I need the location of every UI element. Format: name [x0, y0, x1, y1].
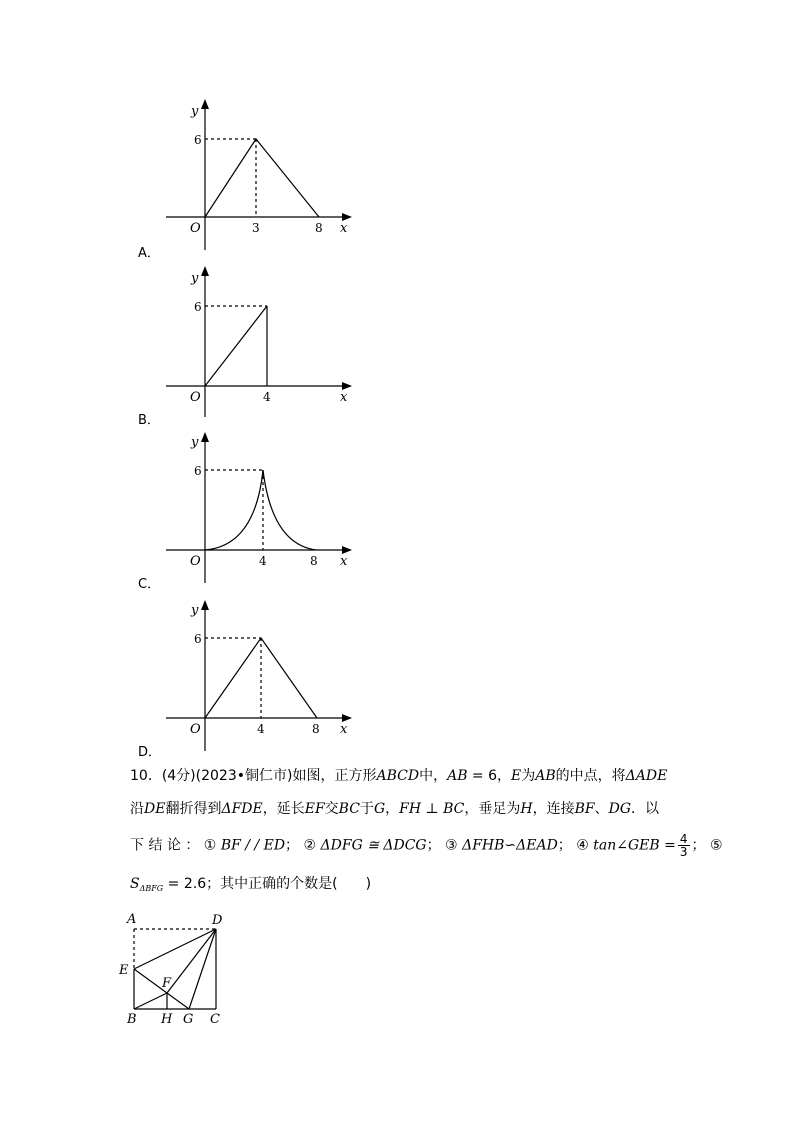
- math-bc: BC: [338, 801, 360, 817]
- origin-label: O: [190, 722, 201, 737]
- segment-ed: [134, 929, 216, 969]
- conclusion-2: ΔDFG ≅ ΔDCG: [320, 837, 427, 854]
- text: 沿: [130, 801, 144, 817]
- y-tick-6: 6: [194, 464, 202, 478]
- y-label: y: [191, 603, 199, 618]
- text: ，垂足为: [464, 801, 521, 817]
- math-dg: DG: [608, 801, 632, 817]
- x-arrow: [342, 714, 352, 722]
- text: 下 结 论 ： ①: [130, 837, 217, 854]
- math-fh-perp-bc: FH ⊥ BC: [399, 801, 465, 817]
- option-a-label[interactable]: A．: [138, 246, 160, 261]
- question-number-source: 10．(4分)(2023•铜仁市)如图，正方形: [130, 768, 377, 784]
- math-triangle-fde: ΔFDE: [221, 801, 263, 817]
- text: ，: [497, 768, 512, 784]
- y-label: y: [191, 435, 199, 450]
- text: 翻折得到: [165, 801, 222, 817]
- segment-bf: [134, 993, 167, 1009]
- x-tick-peak: 4: [257, 722, 265, 736]
- fraction-four-thirds: [678, 833, 690, 858]
- graph-option-a: [160, 95, 360, 255]
- point-b-label: B: [127, 1012, 137, 1027]
- origin-label: O: [190, 221, 201, 236]
- text: ； ②: [285, 837, 317, 854]
- graph-option-b: [160, 262, 360, 422]
- math-g: G: [373, 801, 386, 817]
- option-c-label[interactable]: C．: [138, 577, 161, 592]
- origin-label: O: [190, 390, 201, 405]
- question-line-3: [130, 833, 723, 858]
- text: 、: [594, 801, 609, 817]
- fraction-denominator: 3: [679, 845, 688, 859]
- conclusion-1: BF / / ED: [220, 837, 286, 854]
- math-eq: = 6: [467, 768, 498, 784]
- y-label: y: [191, 271, 199, 286]
- x-label: x: [340, 221, 348, 236]
- text: ．以: [631, 801, 660, 817]
- math-area-s: S: [130, 876, 140, 892]
- y-arrow: [201, 99, 209, 109]
- question-line-4: [130, 874, 371, 899]
- function-curve: [205, 139, 319, 217]
- text: 为: [521, 768, 536, 784]
- y-tick-6: 6: [194, 300, 202, 314]
- x-tick-end: 8: [312, 722, 320, 736]
- text: ； ③: [426, 837, 458, 854]
- curve-left: [205, 470, 263, 550]
- question-prompt: ；其中正确的个数是( ): [206, 876, 372, 892]
- conclusion-4: tan∠GEB =: [593, 837, 676, 854]
- x-arrow: [342, 546, 352, 554]
- math-h: H: [520, 801, 533, 817]
- y-arrow: [201, 432, 209, 442]
- question-line-2: [130, 799, 659, 819]
- text: ，连接: [532, 801, 575, 817]
- x-arrow: [342, 213, 352, 221]
- text: ； ⑤: [691, 837, 723, 854]
- point-c-label: C: [210, 1012, 220, 1027]
- option-d-label[interactable]: D．: [138, 745, 162, 760]
- y-label: y: [191, 104, 199, 119]
- text: 的中点，将: [555, 768, 626, 784]
- math-square: ABCD: [376, 768, 420, 784]
- x-tick-peak: 3: [252, 221, 260, 235]
- math-e: E: [511, 768, 522, 784]
- segment-gd: [189, 929, 216, 1009]
- text: 中，: [419, 768, 448, 784]
- text: ，延长: [262, 801, 305, 817]
- y-arrow: [201, 266, 209, 276]
- x-arrow: [342, 382, 352, 390]
- point-d-label: D: [212, 913, 223, 928]
- point-a-label: A: [127, 912, 137, 927]
- point-h-label: H: [161, 1012, 173, 1027]
- option-b-label[interactable]: B．: [138, 413, 160, 428]
- question-line-1: [130, 766, 667, 786]
- x-label: x: [340, 390, 348, 405]
- x-label: x: [340, 722, 348, 737]
- y-tick-6: 6: [194, 133, 202, 147]
- text: 交: [324, 801, 339, 817]
- graph-option-d: [160, 596, 360, 756]
- conclusion-3: ΔFHB∽ΔEAD: [462, 837, 558, 854]
- x-tick-end: 8: [310, 554, 318, 568]
- math-de: DE: [144, 801, 166, 817]
- point-e-label: E: [119, 963, 129, 978]
- x-label: x: [340, 554, 348, 569]
- math-ef: EF: [304, 801, 325, 817]
- y-arrow: [201, 600, 209, 610]
- text: ，: [385, 801, 400, 817]
- y-tick-6: 6: [194, 632, 202, 646]
- segment-fd: [167, 929, 216, 993]
- math-bf: BF: [574, 801, 595, 817]
- math-area-subscript: ΔBFG: [139, 884, 164, 893]
- curve-right: [263, 470, 316, 550]
- math-ab: AB: [447, 768, 468, 784]
- text: 于: [359, 801, 374, 817]
- x-tick-peak: 4: [263, 390, 271, 404]
- fraction-numerator: 4: [679, 832, 688, 846]
- math-area-value: = 2.6: [163, 876, 207, 892]
- point-g-label: G: [183, 1012, 194, 1027]
- geometry-figure: [115, 905, 235, 1030]
- graph-option-c: [160, 428, 360, 588]
- x-tick-peak: 4: [259, 554, 267, 568]
- x-tick-end: 8: [315, 221, 323, 235]
- math-ab: AB: [535, 768, 556, 784]
- text: ； ④: [557, 837, 589, 854]
- origin-label: O: [190, 554, 201, 569]
- function-curve: [205, 306, 267, 386]
- point-f-label: F: [162, 976, 172, 991]
- math-triangle-ade: ΔADE: [625, 768, 668, 784]
